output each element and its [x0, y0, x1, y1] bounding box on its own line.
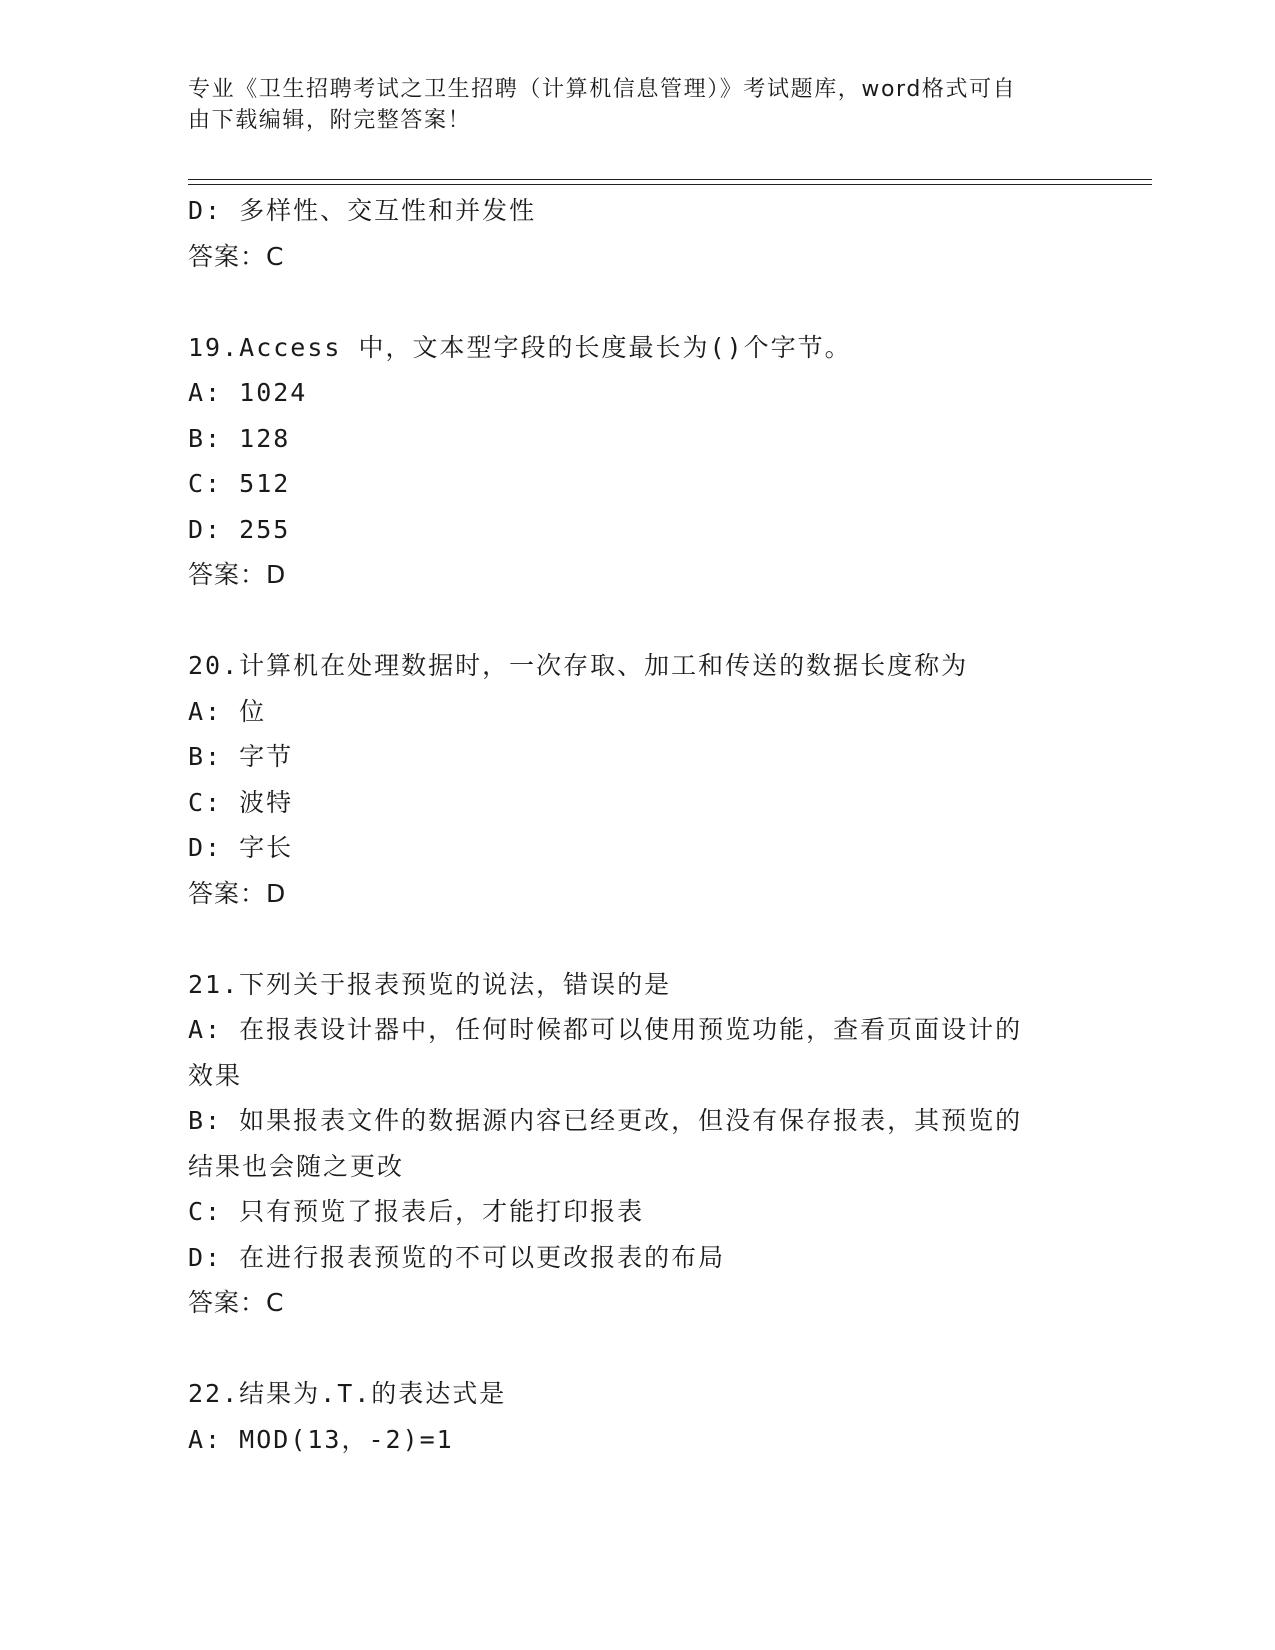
option-d: D: 255 — [188, 514, 291, 544]
header-line-1: 专业《卫生招聘考试之卫生招聘（计算机信息管理）》考试题库，word格式可自 — [188, 77, 1017, 102]
question-stem: 22.结果为.T.的表达式是 — [188, 1379, 507, 1408]
question-22 — [188, 1371, 1088, 1462]
question-19 — [188, 325, 1088, 598]
option-c: C: 512 — [188, 469, 291, 498]
option-d: D: 多样性、交互性和并发性 — [188, 196, 537, 225]
option-a: A: 位 — [188, 696, 267, 726]
option-b: B: 字节 — [188, 742, 294, 771]
answer-line: 答案：C — [188, 241, 285, 271]
question-21 — [188, 962, 1088, 1326]
header-line-2: 由下载编辑，附完整答案！ — [188, 108, 472, 133]
question-20 — [188, 643, 1088, 916]
option-a: A: 在报表设计器中，任何时候都可以使用预览功能，查看页面设计的 — [188, 1015, 1023, 1044]
question-stem: 19.Access 中，文本型字段的长度最长为()个字节。 — [188, 332, 852, 362]
option-d: D: 字长 — [188, 833, 294, 862]
answer-line: 答案：C — [188, 1288, 285, 1317]
header-divider-top — [188, 179, 1152, 180]
option-b: B: 如果报表文件的数据源内容已经更改，但没有保存报表，其预览的 — [188, 1106, 1023, 1135]
document-header — [188, 74, 1068, 136]
option-b: B: 128 — [188, 423, 291, 453]
option-b-continued: 结果也会随之更改 — [188, 1151, 405, 1181]
carryover-block — [188, 188, 1088, 279]
option-d: D: 在进行报表预览的不可以更改报表的布局 — [188, 1242, 726, 1272]
option-c: C: 只有预览了报表后，才能打印报表 — [188, 1197, 645, 1226]
option-a: A: 1024 — [188, 378, 308, 407]
option-c: C: 波特 — [188, 787, 294, 817]
question-stem: 20.计算机在处理数据时，一次存取、加工和传送的数据长度称为 — [188, 651, 969, 680]
header-divider-bottom — [188, 184, 1152, 185]
question-stem: 21.下列关于报表预览的说法，错误的是 — [188, 969, 672, 999]
option-a: A: MOD(13，-2)=1 — [188, 1424, 454, 1454]
answer-line: 答案：D — [188, 878, 287, 908]
question-list — [188, 188, 1088, 1462]
option-a-continued: 效果 — [188, 1060, 243, 1090]
answer-line: 答案：D — [188, 560, 287, 589]
